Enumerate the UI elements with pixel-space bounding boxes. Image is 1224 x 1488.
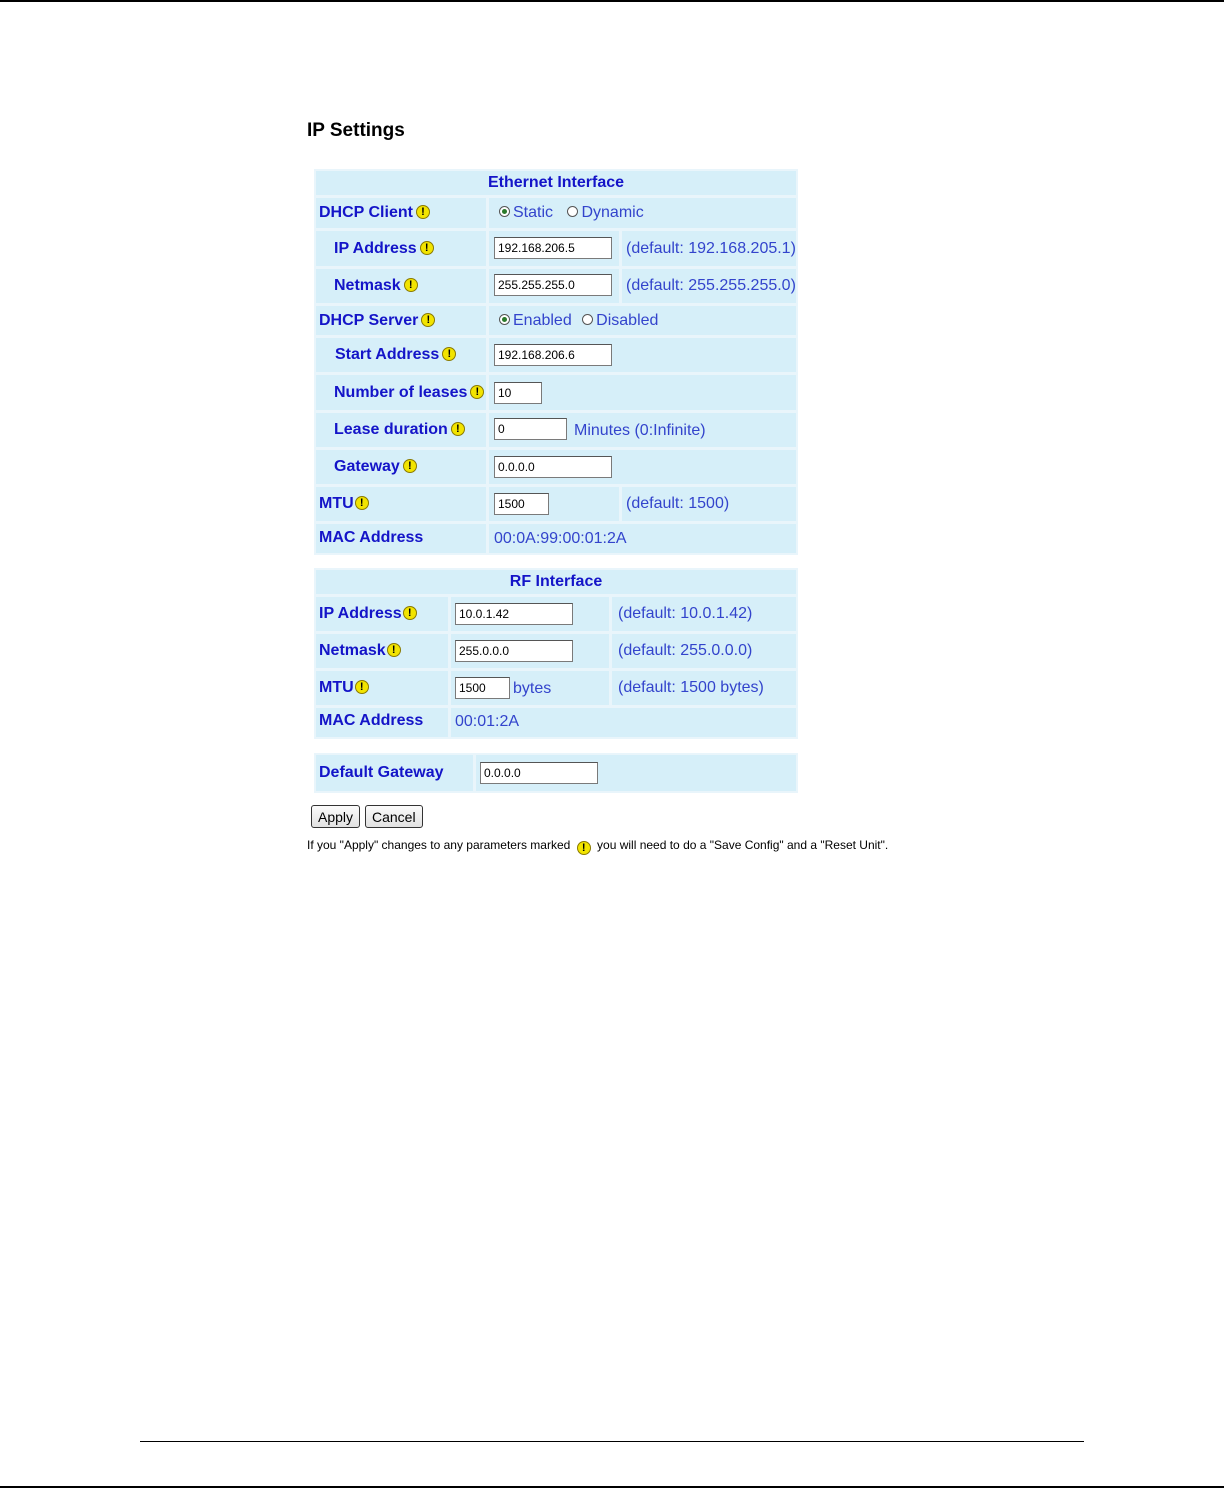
gateway-label: Gateway: [334, 458, 400, 475]
enabled-option-label: Enabled: [513, 312, 572, 329]
eth-mtu-label-cell: [316, 487, 486, 521]
apply-button[interactable]: Apply: [311, 805, 360, 828]
rf-mac-label-cell: [316, 708, 448, 737]
dynamic-option-label: Dynamic: [581, 204, 644, 221]
eth-netmask-input[interactable]: [494, 274, 612, 296]
warning-icon: !: [421, 313, 435, 327]
warning-icon: !: [403, 459, 417, 473]
page-title: IP Settings: [307, 120, 405, 141]
rf-mtu-default-cell: [612, 671, 796, 705]
rf-netmask-default: (default: 255.0.0.0): [618, 642, 753, 659]
default-gateway-panel: [314, 753, 798, 793]
rf-ip-label-cell: [316, 597, 448, 631]
eth-mac-label-cell: [316, 524, 486, 553]
gateway-input-cell: [489, 450, 796, 484]
warning-icon: !: [577, 841, 591, 855]
start-address-input-cell: [489, 338, 796, 372]
eth-mac-label: MAC Address: [319, 529, 424, 546]
rf-ip-input-cell: [451, 597, 609, 631]
static-radio[interactable]: [499, 206, 510, 217]
rf-mtu-label-cell: [316, 671, 448, 705]
lease-duration-label: Lease duration: [334, 421, 448, 438]
warning-icon: !: [404, 278, 418, 292]
dynamic-radio[interactable]: [567, 206, 578, 217]
lease-duration-label-cell: [316, 413, 486, 447]
start-address-label: Start Address: [335, 346, 440, 363]
dhcp-client-label: DHCP Client: [319, 204, 413, 221]
start-address-label-cell: [316, 338, 486, 372]
footer-rule: [140, 1441, 1084, 1442]
eth-ip-input-cell: [489, 231, 619, 266]
rf-ip-default-cell: [612, 597, 796, 631]
lease-duration-input-cell: [489, 413, 796, 447]
eth-mtu-input[interactable]: [494, 493, 549, 515]
warning-icon: !: [416, 205, 430, 219]
eth-mtu-label: MTU: [319, 495, 354, 512]
eth-netmask-label-cell: [316, 269, 486, 303]
dhcp-client-options-cell: [489, 198, 796, 228]
gateway-label-cell: [316, 450, 486, 484]
rf-mac-label: MAC Address: [319, 712, 424, 729]
rf-mtu-label: MTU: [319, 679, 354, 696]
rf-mtu-input[interactable]: [455, 677, 510, 699]
start-address-input[interactable]: [494, 344, 612, 366]
gateway-input[interactable]: [494, 456, 612, 478]
dhcp-server-label: DHCP Server: [319, 312, 419, 329]
rf-netmask-input-cell: [451, 634, 609, 668]
rf-ip-default: (default: 10.0.1.42): [618, 605, 753, 622]
rf-mac-value-cell: [451, 708, 796, 737]
eth-ip-address-input[interactable]: [494, 237, 612, 259]
rf-netmask-label-cell: [316, 634, 448, 668]
number-of-leases-input[interactable]: [494, 382, 542, 404]
eth-netmask-label: Netmask: [334, 277, 401, 294]
ethernet-interface-panel: [314, 169, 798, 555]
warning-icon: !: [403, 606, 417, 620]
leases-input-cell: [489, 375, 796, 410]
warning-icon: !: [387, 643, 401, 657]
leases-label-cell: [316, 375, 486, 410]
disabled-radio[interactable]: [582, 314, 593, 325]
lease-duration-input[interactable]: [494, 418, 567, 440]
eth-ip-default-cell: [622, 231, 796, 266]
rf-mtu-input-cell: [451, 671, 609, 705]
enabled-radio[interactable]: [499, 314, 510, 325]
eth-netmask-default: (default: 255.255.255.0): [626, 277, 796, 294]
warning-icon: !: [420, 241, 434, 255]
rf-header: RF Interface: [316, 570, 796, 594]
eth-mac-value-cell: [489, 524, 796, 553]
dhcp-server-label-cell: [316, 306, 486, 335]
dhcp-server-options-cell: [489, 306, 796, 335]
warning-icon: !: [451, 422, 465, 436]
eth-ip-address-label: IP Address: [334, 240, 417, 257]
rf-mtu-unit: bytes: [513, 680, 552, 697]
disabled-option-label: Disabled: [596, 312, 659, 329]
dhcp-client-label-cell: [316, 198, 486, 228]
rf-netmask-label: Netmask: [319, 642, 386, 659]
eth-netmask-input-cell: [489, 269, 619, 303]
eth-mac-value: 00:0A:99:00:01:2A: [494, 530, 627, 547]
ethernet-header: Ethernet Interface: [316, 171, 796, 195]
apply-note: [307, 838, 888, 852]
rf-ip-address-input[interactable]: [455, 603, 573, 625]
lease-duration-unit: Minutes (0:Infinite): [574, 422, 706, 439]
warning-icon: !: [355, 496, 369, 510]
apply-note-after: you will need to do a "Save Config" and a "Reset Unit".: [597, 838, 889, 852]
eth-ip-default: (default: 192.168.205.1): [626, 240, 796, 257]
rf-ip-address-label: IP Address: [319, 605, 402, 622]
eth-mtu-default-cell: [622, 487, 796, 521]
warning-icon: !: [355, 680, 369, 694]
default-gateway-input[interactable]: [480, 762, 598, 784]
rf-mtu-default: (default: 1500 bytes): [618, 679, 764, 696]
cancel-button[interactable]: Cancel: [365, 805, 423, 828]
rf-netmask-input[interactable]: [455, 640, 573, 662]
warning-icon: !: [442, 347, 456, 361]
default-gateway-label: Default Gateway: [319, 764, 444, 781]
rf-netmask-default-cell: [612, 634, 796, 668]
rf-interface-panel: [314, 568, 798, 739]
top-border: [0, 0, 1224, 2]
apply-note-before: If you "Apply" changes to any parameters marked: [307, 838, 571, 852]
eth-ip-label-cell: [316, 231, 486, 266]
default-gateway-input-cell: [476, 755, 796, 791]
rf-mac-value: 00:01:2A: [455, 713, 520, 730]
default-gateway-label-cell: [316, 755, 473, 791]
eth-mtu-input-cell: [489, 487, 619, 521]
warning-icon: !: [470, 385, 484, 399]
eth-netmask-default-cell: [622, 269, 796, 303]
static-option-label: Static: [513, 204, 554, 221]
eth-mtu-default: (default: 1500): [626, 495, 730, 512]
number-of-leases-label: Number of leases: [334, 384, 468, 401]
